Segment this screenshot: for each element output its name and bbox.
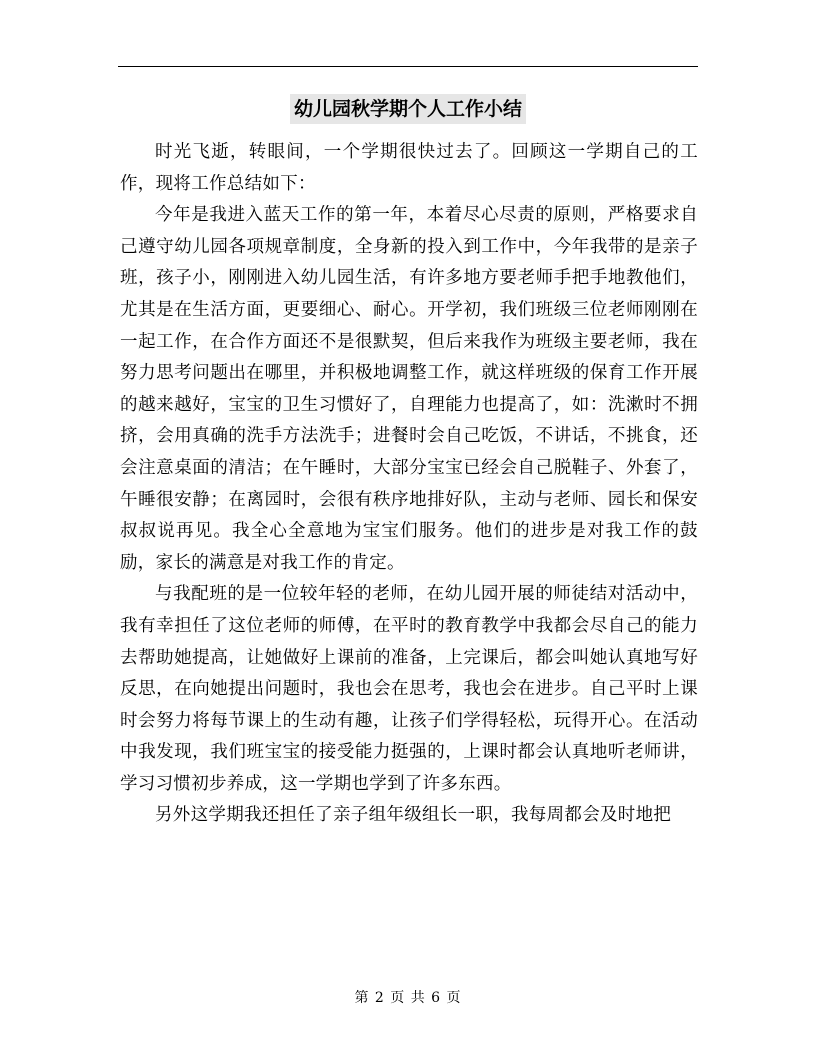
header-rule — [118, 66, 698, 67]
title-container — [0, 94, 816, 124]
document-title: 幼儿园秋学期个人工作小结 — [290, 94, 526, 124]
paragraph-childcare-work: 今年是我进入蓝天工作的第一年，本着尽心尽责的原则，严格要求自己遵守幼儿园各项规章制度，全身新的投入到工作中，今年我带的是亲子班，孩子小，刚刚进入幼儿园生活，有许多地方要老师手把手地教他们，尤其是在生活方面，更要细心、耐心。开学初，我们班级三位老师刚刚在一起工作，在合作方面还不是很默契，但后来我作为班级主要老师，我在努力思考问题出在哪里，并积极地调整工作，就这样班级的保育工作开展的越来越好，宝宝的卫生习惯好了，自理能力也提高了，如：洗漱时不拥挤，会用真确的洗手方法洗手；进餐时会自己吃饭，不讲话，不挑食，还会注意桌面的清洁；在午睡时，大部分宝宝已经会自己脱鞋子、外套了，午睡很安静；在离园时，会很有秩序地排好队，主动与老师、园长和保安叔叔说再见。我全心全意地为宝宝们服务。他们的进步是对我工作的鼓励，家长的满意是对我工作的肯定。 — [120, 205, 698, 573]
paragraph-intro: 时光飞逝，转眼间，一个学期很快过去了。回顾这一学期自己的工作，现将工作总结如下： — [120, 142, 698, 194]
document-body — [120, 137, 698, 832]
paragraph-mentoring: 与我配班的是一位较年轻的老师，在幼儿园开展的师徒结对活动中，我有幸担任了这位老师的师傅，在平时的教育教学中我都会尽自己的能力去帮助她提高，让她做好上课前的准备，上完课后，都会叫她认真地写好反思，在向她提出问题时，我也会在思考，我也会在进步。自己平时上课时会努力将每节课上的生动有趣，让孩子们学得轻松，玩得开心。在活动中我发现，我们班宝宝的接受能力挺强的，上课时都会认真地听老师讲，学习习惯初步养成，这一学期也学到了许多东西。 — [120, 584, 698, 794]
page-number: 第 2 页 共 6 页 — [354, 990, 462, 1006]
paragraph-grade-leader: 另外这学期我还担任了亲子组年级组长一职，我每周都会及时地把 — [155, 805, 672, 826]
